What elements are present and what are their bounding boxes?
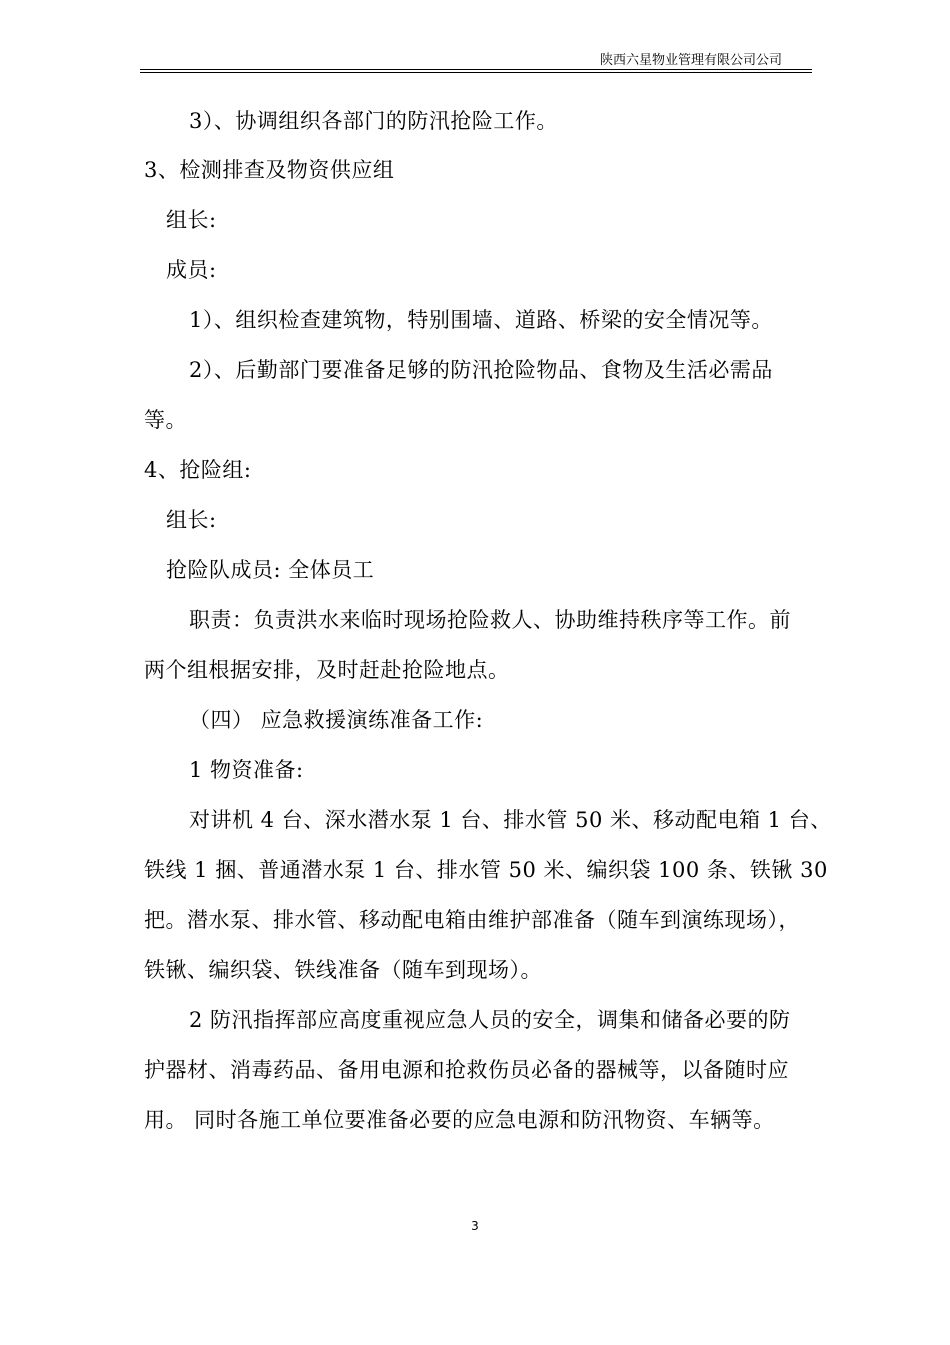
text-line: 组长:	[166, 208, 217, 232]
text-line: 职责：负责洪水来临时现场抢险救人、协助维持秩序等工作。前	[189, 608, 791, 632]
section-heading: 4、抢险组:	[144, 458, 252, 482]
header-rule-top	[140, 69, 812, 70]
text-line: 2）、后勤部门要准备足够的防汛抢险物品、食物及生活必需品	[189, 358, 773, 382]
text-line: 两个组根据安排，及时赶赴抢险地点。	[144, 658, 510, 682]
header-rule-bottom	[140, 72, 812, 73]
text-line: 3）、协调组织各部门的防汛抢险工作。	[189, 109, 558, 133]
text-line: 组长:	[166, 508, 217, 532]
section-heading: （四） 应急救援演练准备工作:	[189, 708, 484, 732]
text-line: 对讲机 4 台、深水潜水泵 1 台、排水管 50 米、移动配电箱 1 台、	[189, 808, 832, 832]
header-company-name: 陕西六星物业管理有限公司公司	[599, 53, 782, 68]
text-line: 把。潜水泵、排水管、移动配电箱由维护部准备（随车到演练现场），	[144, 908, 800, 932]
text-line: 护器材、消毒药品、备用电源和抢救伤员必备的器械等，以备随时应	[144, 1058, 789, 1082]
text-line: 抢险队成员: 全体员工	[166, 558, 375, 582]
text-line: 1）、组织检查建筑物，特别围墙、道路、桥梁的安全情况等。	[189, 308, 773, 332]
text-line: 等。	[144, 408, 187, 432]
section-heading: 3、检测排查及物资供应组	[144, 158, 395, 182]
page-number: 3	[471, 1219, 479, 1233]
text-line: 成员:	[166, 258, 217, 282]
text-line: 1 物资准备:	[189, 758, 304, 782]
text-line: 铁线 1 捆、普通潜水泵 1 台、排水管 50 米、编织袋 100 条、铁锹 30	[144, 858, 828, 882]
text-line: 2 防汛指挥部应高度重视应急人员的安全，调集和储备必要的防	[189, 1008, 791, 1032]
text-line: 用。 同时各施工单位要准备必要的应急电源和防汛物资、车辆等。	[144, 1108, 775, 1132]
text-line: 铁锹、编织袋、铁线准备（随车到现场）。	[144, 958, 542, 982]
